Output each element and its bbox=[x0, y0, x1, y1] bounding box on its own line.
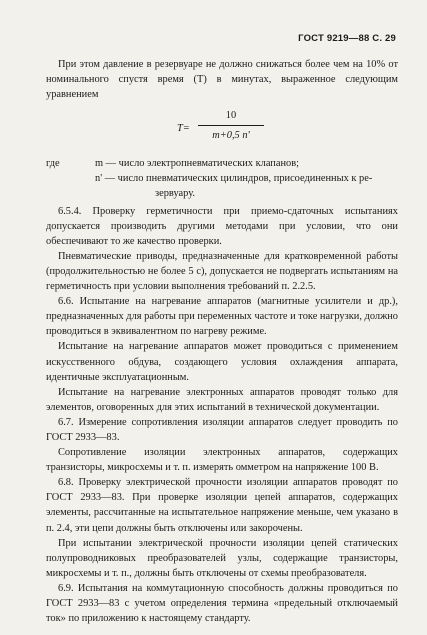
formula-numerator: 10 bbox=[198, 108, 264, 126]
paragraph-6-7: 6.7. Измерение сопротивления изоляции аппаратов следует проводить по ГОСТ 2933—83. bbox=[46, 416, 398, 443]
legend-line-m: m — число электропневматических клапанов; bbox=[95, 158, 300, 170]
paragraph-pneumatic: Пневматические приводы, предназначенные для кратковременной работы (продолжительностью не более 5 с), допускается не подвергать испытаниям на герметичность при условии выполнения требований п. 2.2.5. bbox=[46, 250, 398, 293]
paragraph-cooling: Испытание на нагревание аппаратов может проводиться с применением искусственного обдува, создающего условия охлаждения аппарата, идентичные эксплуатационным. bbox=[46, 341, 398, 383]
paragraph-electronic: Испытание на нагревание электронных аппаратов проводят только для элементов, оговоренных для этих испытаний в технической документации. bbox=[46, 386, 398, 413]
legend-lines bbox=[95, 156, 372, 186]
legend-line-cont: зервуару. bbox=[155, 188, 195, 200]
formula-fraction bbox=[198, 108, 264, 143]
paragraph-resistance: Сопротивление изоляции электронных аппаратов, содержащих транзисторы, микросхемы и т. п. измерять омметром на напряжение 100 В. bbox=[46, 447, 398, 474]
formula-lhs: T= bbox=[177, 123, 190, 135]
legend-lead: где bbox=[46, 158, 60, 170]
formula-denominator: m+0,5 n' bbox=[212, 130, 250, 142]
document-body bbox=[46, 57, 398, 626]
paragraph-6-9: 6.9. Испытания на коммутационную способность должны проводиться по ГОСТ 2933—83 с учетом определения термина «предельный отключаемый ток» по приложению к настоящему стандарту. bbox=[46, 582, 398, 625]
paragraph-6-6: 6.6. Испытание на нагревание аппаратов (магнитные усилители и др.), предназначенных для работы при переменных частоте и токе нагрузки, должно проводиться в эквивалентном по нагреву режиме. bbox=[46, 296, 398, 338]
paragraph-6-8: 6.8. Проверку электрической прочности изоляции аппаратов проводят по ГОСТ 2933—83. При проверке изоляции цепей аппаратов, содержащих элементы, рассчитанные на испытательное напряжение меньше, чем указано в п. 2.4, эти цепи должны быть отключены или закорочены. bbox=[46, 477, 398, 534]
paragraph-static: При испытании электрической прочности изоляции цепей статических полупроводниковых преобразователей узлы, содержащие транзисторы, микросхемы и т. п., должны быть отключены от схемы преобразователя. bbox=[46, 537, 398, 579]
page-header: ГОСТ 9219—88 С. 29 bbox=[298, 33, 396, 44]
intro-paragraph: При этом давление в резервуаре не должно снижаться более чем на 10% от номинального спустя время (T) в минутах, выраженное следующим уравнением bbox=[46, 59, 398, 101]
legend-line-n: n' — число пневматических цилиндров, присоединенных к ре- bbox=[95, 173, 373, 185]
formula-legend bbox=[46, 156, 398, 186]
formula bbox=[46, 105, 398, 151]
paragraph-6-5-4: 6.5.4. Проверку герметичности при приемо-сдаточных испытаниях допускается производить другими методами при условии, что они обеспечивают то же качество проверки. bbox=[46, 205, 398, 247]
